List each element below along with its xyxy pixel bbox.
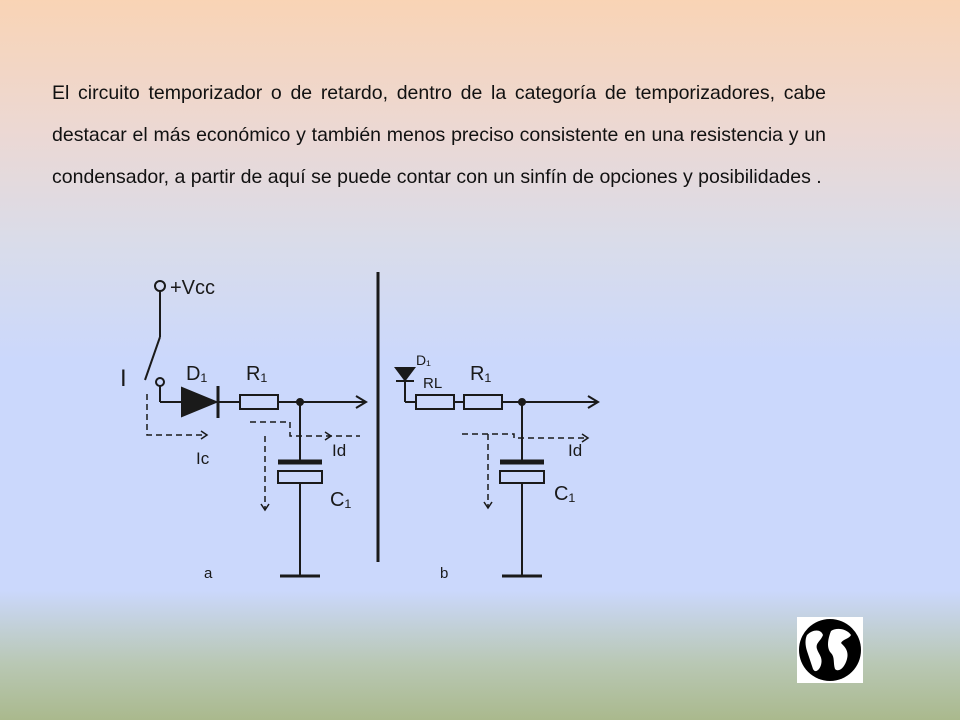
- discharge-current-label: Id: [332, 441, 347, 460]
- charge-current-label: Ic: [196, 449, 210, 468]
- resistor-label: R₁: [246, 363, 268, 385]
- resistor-b-label: R₁: [470, 363, 492, 385]
- panel-label-b: b: [440, 565, 449, 582]
- capacitor-b-label: C₁: [554, 483, 576, 505]
- capacitor-c1-b: [500, 462, 544, 483]
- panel-label-a: a: [204, 565, 213, 582]
- switch-contact: [156, 378, 164, 386]
- switch-label: I: [120, 365, 127, 392]
- load-resistor-rl: [416, 395, 454, 409]
- diode-label: D₁: [186, 363, 208, 385]
- diode-b-label: D₁: [416, 352, 431, 368]
- diode-d1: [182, 386, 218, 418]
- load-resistor-label: RL: [423, 375, 443, 392]
- diode-d1-b: [396, 368, 414, 381]
- circuit-a: [120, 277, 366, 582]
- resistor-r1: [240, 395, 278, 409]
- vcc-label: +Vcc: [170, 277, 216, 299]
- globe-icon: [797, 617, 863, 683]
- vcc-terminal: [155, 281, 165, 291]
- circuit-b: [396, 352, 598, 582]
- description-paragraph: El circuito temporizador o de retardo, dentro de la categoría de temporizadores, cabe destacar el más económico y también menos preciso consistente en una resistencia y un condensador, a partir de aquí se puede contar con un sinfín de opciones y posibilidades .: [52, 81, 826, 188]
- rc-timer-circuit-figure: [110, 262, 630, 592]
- capacitor-c1: [278, 462, 322, 483]
- capacitor-label: C₁: [330, 489, 352, 511]
- resistor-r1-b: [464, 395, 502, 409]
- discharge-current-b-label: Id: [568, 441, 583, 460]
- switch-lever: [145, 337, 160, 380]
